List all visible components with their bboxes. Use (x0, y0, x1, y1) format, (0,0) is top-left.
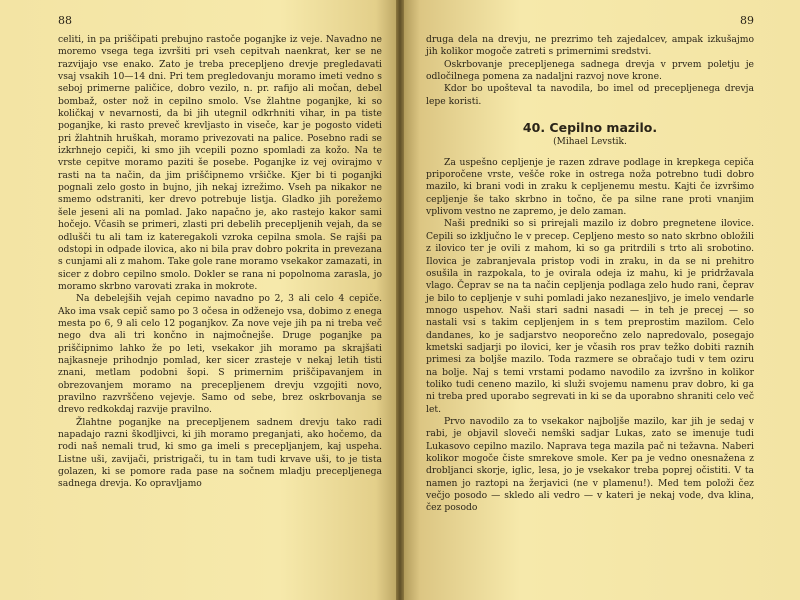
paragraph: Naši predniki so si prirejali mazilo iz dobro pregnetene ilovice. Cepili so izključno le v precep. Cepljeno mesto so nato skrbno obložili z ilovico ter je ovili z mahom, ki so ga pritrdili s trto ali srobotino. Ilovica je zabranjevala pristop vodi in zraku, in da se ni prehitro osušila in razpokala, to je ovirala odeja iz mahu, ki je pridržavala vlago. Čeprav se na ta način cepljenja podlaga zelo hudo rani, čeprav je bilo to cepljenje v suhi pomladi jako nezanesljivo, je imelo vendarle mnogo uspehov. Naši stari sadni nasadi — in teh je precej — so nastali vsi s takim cepljenjem in s tem preprostim mazilom. Celo dandanes, ko je sadjarstvo neoporečno zelo napredovalo, posegajo kmetski sadjarji po ilovici, ker je včasih ros prav težko dobiti raznih primesi za boljše mazilo. Toda razmere se obračajo tudi v tem oziru na bolje. Naj s temi vrstami podamo navodilo za izvršno in kolikor toliko tudi ceneno mazilo, ki služi svojemu namenu prav dobro, ki ga ni treba pred uporabo segrevati in ki se da uporabno shraniti celo več let. (426, 218, 754, 415)
right-page-text (426, 34, 754, 515)
book-gutter (396, 0, 404, 600)
paragraph: Na debelejših vejah cepimo navadno po 2, 3 ali celo 4 cepiče. Ako ima vsak cepič samo po 3 očesa in odženejo vsa, dobimo z enega mesta po 6, 9 ali celo 12 poganjkov. Za nove veje jih pa ni treba več nego dva ali tri končno in najmočnejše. Druge poganjke pa priščipnimo lahko že po leti, vsekakor jih moramo pa skrajšati najkasneje prihodnjo pomlad, ker sicer zrasteje v nekaj letih tisti znani, metlam podobni šopi. S primernim priščipavanjem in obrezovanjem moramo na precepljenem drevju vzgojiti novo, pravilno razvrščeno vejevje. Samo od sebe, brez oskrbovanja se drevo redkokdaj razvije pravilno. (58, 293, 382, 416)
paragraph: druga dela na drevju, ne prezrimo teh zajedalcev, ampak izkušajmo jih kolikor mogoče zatreti s primernimi sredstvi. (426, 34, 754, 58)
paragraph: Kdor bo upošteval ta navodila, bo imel od precepljenega drevja lepe koristi. (426, 83, 754, 107)
section-heading: 40. Cepilno mazilo. (522, 120, 658, 136)
paragraph: Za uspešno cepljenje je razen zdrave podlage in krepkega cepiča priporočene vrste, vešče roke in ostrega noža potrebno tudi dobro mazilo, ki brani vodi in zraku k cepljenemu mestu. Kajti če izvršimo cepljenje še tako skrbno in točno, če pa silne rane proti vnanjim vplivom vestno ne zapremo, je delo zaman. (426, 156, 754, 218)
paragraph: Prvo navodilo za to vsekakor najboljše mazilo, kar jih je sedaj v rabi, je objavil sloveči nemški sadjar Lukas, zato se imenuje tudi Lukasovo cepilno mazilo. Naprava tega mazila pač ni težavna. Naberi kolikor mogoče čiste smrekove smole. Ker pa je vedno onesnažena z drobljanci skorje, iglic, lesa, jo je vsekakor treba poprej očistiti. V ta namen jo raztopi na žerjavici (ne v plamenu!). Med tem položi čez večjo posodo — skledo ali vedro — v kateri je nekaj vode, dva klina, čez posodo (426, 415, 754, 514)
page-number: 89 (740, 14, 754, 27)
paragraph: Oskrbovanje precepljenega sadnega drevja v prvem poletju je odločilnega pomena za nadaljni razvoj nove krone. (426, 58, 754, 83)
paragraph: Žlahtne poganjke na precepljenem sadnem drevju tako radi napadajo razni škodljivci, ki jih moramo preganjati, ako hočemo, da rodi naš nemali trud, ki smo ga imeli s precepljanjem, kaj uspeha. Listne uši, zavijači, pristrigači, tu in tam tudi krvave uši, to je tista golazen, ki se pomore rada pase na sočnem mladju precepljenega sadnega drevja. Ko opravljamo (58, 416, 382, 490)
left-page-text (58, 34, 382, 491)
right-page (400, 0, 800, 600)
page-number: 88 (58, 14, 72, 27)
paragraph: celiti, in pa priščipati prebujno rastoče poganjke iz veje. Navadno ne moremo vsega tega izvršiti pri vseh cepitvah naenkrat, ker se ne razvijajo vse enako. Zato je treba precepljeno drevje pregledavati vsaj vsakih 10—14 dni. Pri tem pregledovanju moramo imeti vedno s seboj primerne paličice, dobro vezilo, n. pr. rafijo ali močan, debel bombaž, oster nož in cepilno smolo. Vse žlahtne poganjke, ki so količkaj v nevarnosti, da bi jih utegnil odkrhniti vihar, in pa tiste poganjke, ki rasto preveč krevljasto in viseče, kar je pogosto videti pri žlahtnih hruškah, moramo privezovati na palice. Posebno radi se izkrhnejo cepiči, ki smo jih vcepili pozno spomladi za kožo. Na te vrste cepitve moramo paziti še posebe. Poganjke iz vej ovirajmo v rasti na ta način, da jim priščipnemo vršičke. Kjer bi ti poganjki pognali zelo gosto in bujno, jih nekaj izrežimo. Vseh pa nikakor ne smemo odstraniti, ker drevo potrebuje listja. Gladko jih porežemo šele jeseni ali na pomlad. Jako napačno je, ako rastejo kakor sami hočejo. Včasih se primeri, zlasti pri debelih precepljenih vejah, da se odlušči tu ali tam iz kateregakoli vzroka cepilna smola. Se rajši pa odstopi in odpade ilovica, ako ni bila prav dobro pokrita in prevezana s cunjami ali z mahom. Take gole rane moramo vsekakor zamazati, in sicer z dobro cepilno smolo. Dokler se rana ni popolnoma zarasla, jo moramo skrbno varovati zraka in mokrote. (58, 34, 382, 292)
section-author: (Mihael Levstik. (553, 137, 627, 148)
